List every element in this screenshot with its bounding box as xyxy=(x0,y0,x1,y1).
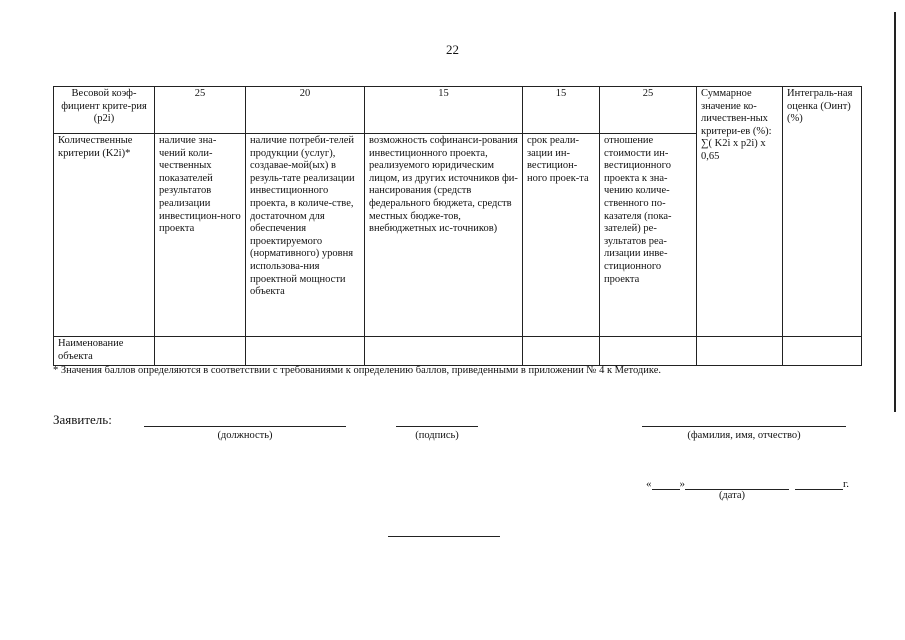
empty-cell xyxy=(600,337,697,366)
criterion-description: возможность софинанси-рования инвестиционного проекта, реализуемого юридическим лицом, из других источников фи-нансирования (средств федерального бюджета, средств местных бюдже-тов, внебюджетных ис-точников) xyxy=(365,134,523,337)
empty-cell xyxy=(697,337,783,366)
full-name-caption: (фамилия, имя, отчество) xyxy=(687,430,801,441)
empty-cell xyxy=(783,337,862,366)
signature-caption: (подпись) xyxy=(415,430,459,441)
footnote: * Значения баллов определяются в соответствии с требованиями к определению баллов, приведенными в приложении № 4 к Методике. xyxy=(53,365,662,376)
weight-value: 15 xyxy=(523,87,600,134)
weight-value: 20 xyxy=(246,87,365,134)
weight-row xyxy=(54,87,862,134)
integral-header: Интеграль-ная оценка (Оинт) (%) xyxy=(783,87,862,337)
date-open-quote: « xyxy=(646,478,652,490)
empty-cell xyxy=(246,337,365,366)
date-close-quote: » xyxy=(679,478,685,490)
object-name-label: Наименование объекта xyxy=(54,337,155,366)
criteria-table xyxy=(53,86,862,366)
signature-line xyxy=(396,426,478,427)
year-suffix: г. xyxy=(843,478,850,490)
page-number: 22 xyxy=(446,42,459,57)
applicant-label: Заявитель: xyxy=(53,412,112,427)
position-signature-line xyxy=(144,426,346,427)
empty-cell xyxy=(155,337,246,366)
quantitative-criteria-label: Количественные критерии (K2i)* xyxy=(54,134,155,337)
empty-cell xyxy=(365,337,523,366)
empty-cell xyxy=(523,337,600,366)
position-caption: (должность) xyxy=(217,430,273,441)
weight-value: 15 xyxy=(365,87,523,134)
date-caption: (дата) xyxy=(718,490,746,501)
criterion-description: срок реали-зации ин-вестицион-ного проек-та xyxy=(523,134,600,337)
weight-value: 25 xyxy=(600,87,697,134)
page-edge-line xyxy=(894,12,896,412)
day-blank xyxy=(652,479,680,490)
criterion-description: отношение стоимости ин-вестиционного проекта к зна-чению количе-ственного по-казателя (пока-зателей) ре-зультатов реа-лизации инве-стиционного проекта xyxy=(600,134,697,337)
month-blank xyxy=(685,479,789,490)
full-name-signature-line xyxy=(642,426,846,427)
criterion-description: наличие потреби-телей продукции (услуг), создавае-мой(ых) в резуль-тате реализации инвестиционного проекта, в количе-стве, достаточном для обеспечения проектируемого (нормативного) уровня использова-ния проектной мощности объекта xyxy=(246,134,365,337)
year-blank xyxy=(795,479,843,490)
weight-value: 25 xyxy=(155,87,246,134)
criterion-description: наличие зна-чений коли-чественных показателей результатов реализации инвестицион-ного проекта xyxy=(155,134,246,337)
date-line xyxy=(646,478,849,490)
sum-header: Суммарное значение ко-личествен-ных критери-ев (%): ∑( K2i x p2i) x 0,65 xyxy=(697,87,783,337)
weight-row-label: Весовой коэф-фициент крите-рия (p2i) xyxy=(54,87,155,134)
bottom-rule xyxy=(388,536,500,537)
object-name-row xyxy=(54,337,862,366)
